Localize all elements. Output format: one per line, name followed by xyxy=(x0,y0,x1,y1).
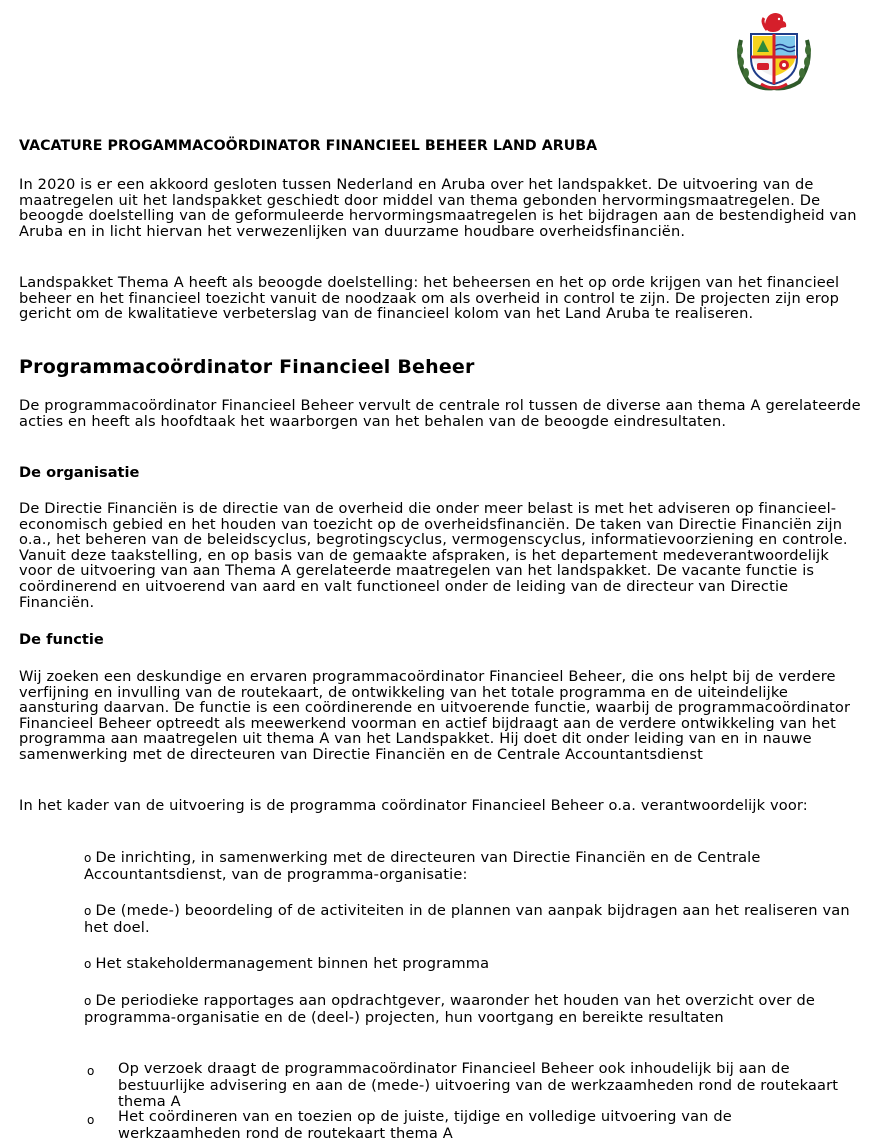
bullet-icon: o xyxy=(84,851,92,865)
aruba-coat-of-arms-logo xyxy=(731,10,817,92)
list-item: o De (mede-) beoordeling of de activiteiten in de plannen van aanpak bijdragen aan het realiseren van het doel. xyxy=(84,902,850,936)
bullet-icon: o xyxy=(87,1113,95,1127)
list-item: Het coördineren van en toezien op de juiste, tijdige en volledige uitvoering van de werkzaamheden rond de routekaart thema A xyxy=(118,1108,732,1142)
intro-paragraph-1: In 2020 is er een akkoord gesloten tussen Nederland en Aruba over het landspakket. De uitvoering van de maatregelen uit het landspakket geschiedt door middel van thema gebonden hervormingsmaatregelen. De beoogde doelstelling van de geformuleerde hervormingsmaatregelen is het bijdragen aan de bestendigheid van Aruba en in licht hiervan het verwezenlijken van duurzame houdbare overheidsfinanciën. xyxy=(19,176,857,240)
bullet-icon: o xyxy=(84,994,92,1008)
list-item: Op verzoek draagt de programmacoördinator Financieel Beheer ook inhoudelijk bij aan de bestuurlijke advisering en aan de (mede-) uitvoering van de werkzaamheden rond de routekaart thema A xyxy=(118,1060,839,1111)
list-item: o De periodieke rapportages aan opdrachtgever, waaronder het houden van het overzicht over de programma-organisatie en de (deel-) projecten, hun voortgang en bereikte resultaten xyxy=(84,992,816,1026)
list-item: o De inrichting, in samenwerking met de directeuren van Directie Financiën en de Centrale Accountantsdienst, van de programma-organisatie: xyxy=(84,849,761,883)
list-item: o Het stakeholdermanagement binnen het programma xyxy=(84,955,490,972)
organisatie-paragraph: De Directie Financiën is de directie van de overheid die onder meer belast is met het adviseren op financieel-economisch gebied en het houden van toezicht op de overheidsfinanciën. De taken van Directie Financiën zijn o.a., het beheren van de beleidscyclus, begrotingscyclus, vermogenscyclus, informatievoorziening en controle. Vanuit deze taakstelling, en op basis van de gemaakte afspraken, is het departement medeverantwoordelijk voor de uitvoering van aan Thema A gerelateerde maatregelen van het landspakket. De vacante functie is coördinerend en uitvoerend van aard en valt functioneel onder de leiding van de directeur van Directie Financiën. xyxy=(19,500,848,611)
bullet-icon: o xyxy=(84,957,92,971)
intro-paragraph-2: Landspakket Thema A heeft als beoogde doelstelling: het beheersen en het op orde krijgen van het financieel beheer en het financieel toezicht vanuit de noodzaak om als overheid in control te zijn. De projecten zijn erop gericht om de kwalitatieve verbeterslag van de financieel kolom van het Land Aruba te realiseren. xyxy=(19,274,840,323)
functie-paragraph: Wij zoeken een deskundige en ervaren programmacoördinator Financieel Beheer, die ons helpt bij de verdere verfijning en invulling van de routekaart, de ontwikkeling van het totale programma en de uiteindelijke aansturing daarvan. De functie is een coördinerende en uitvoerende functie, waarbij de programmacoördinator Financieel Beheer optreedt als meewerkend voorman en actief bijdraagt aan de verdere ontwikkeling van het programma aan maatregelen uit thema A van het Landspakket. Hij doet dit onder leiding van en in nauwe samenwerking met de directeuren van Directie Financiën en de Centrale Accountantsdienst xyxy=(19,668,851,763)
bullet-icon: o xyxy=(87,1064,95,1078)
responsibilities-lead: In het kader van de uitvoering is de programma coördinator Financieel Beheer o.a. verantwoordelijk voor: xyxy=(19,797,808,814)
section-title: Programmacoördinator Financieel Beheer xyxy=(19,356,475,378)
vacancy-title: VACATURE PROGAMMACOÖRDINATOR FINANCIEEL BEHEER LAND ARUBA xyxy=(19,138,598,154)
bullet-icon: o xyxy=(84,904,92,918)
organisatie-heading: De organisatie xyxy=(19,464,140,481)
functie-heading: De functie xyxy=(19,631,104,648)
section-intro-paragraph: De programmacoördinator Financieel Beheer vervult de centrale rol tussen de diverse aan thema A gerelateerde acties en heeft als hoofdtaak het waarborgen van het behalen van de beoogde eindresultaten. xyxy=(19,397,861,430)
